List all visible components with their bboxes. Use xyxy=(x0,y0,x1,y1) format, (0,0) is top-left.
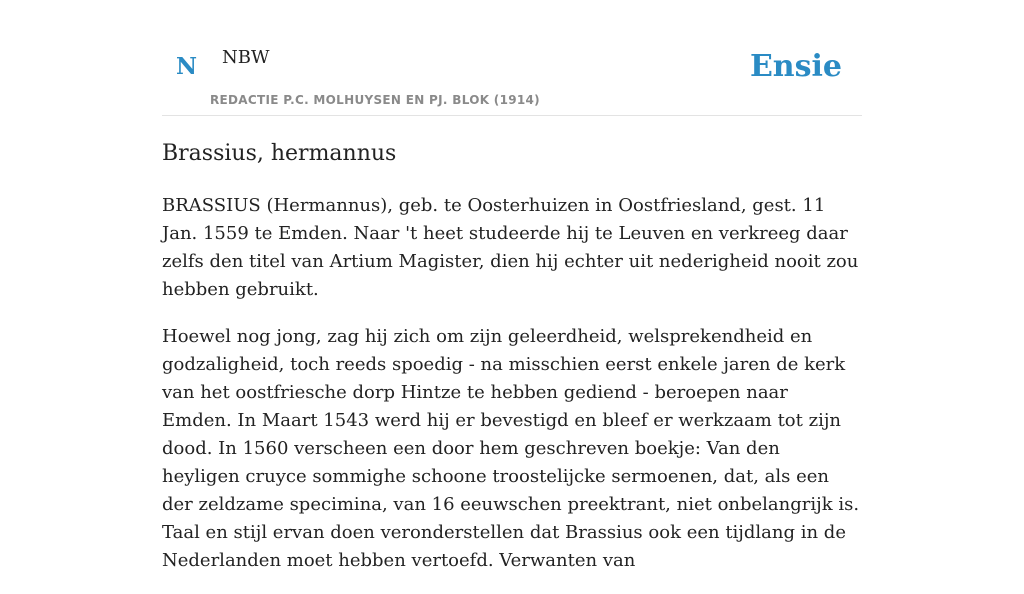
brand-logo[interactable]: Ensie xyxy=(749,49,842,84)
article-title: Brassius, hermannus xyxy=(162,141,397,166)
article-paragraph: BRASSIUS (Hermannus), geb. te Oosterhuizen in Oostfriesland, gest. 11 Jan. 1559 te Emden. Naar 't heet studeerde hij te Leuven en verkreeg daar zelfs den titel van Artium Magister, dien hij echter uit nederigheid nooit zou hebben gebruikt. xyxy=(162,195,859,300)
article-paragraph: Hoewel nog jong, zag hij zich om zijn geleerdheid, welsprekendheid en godzaligheid, toch reeds spoedig - na misschien eerst enkele jaren de kerk van het oostfriesche dorp Hintze te hebben gediend - beroepen naar Emden. In Maart 1543 werd hij er bevestigd en bleef er werkzaam tot zijn dood. In 1560 verscheen een door hem geschreven boekje: Van den heyligen cruyce sommighe schoone troostelijcke sermoenen, dat, als een der zeldzame specimina, van 16 eeuwschen preektrant, niet onbelangrijk is. Taal en stijl ervan doen veronderstellen dat Brassius ook een tijdlang in de Nederlanden moet hebben vertoefd. Verwanten van xyxy=(162,326,860,571)
header xyxy=(162,0,862,116)
article xyxy=(162,138,862,594)
source-subtitle: REDACTIE P.C. MOLHUYSEN EN PJ. BLOK (1914) xyxy=(210,93,540,107)
source-logo-icon[interactable]: N xyxy=(176,53,198,80)
source-title[interactable]: NBW xyxy=(222,47,270,68)
